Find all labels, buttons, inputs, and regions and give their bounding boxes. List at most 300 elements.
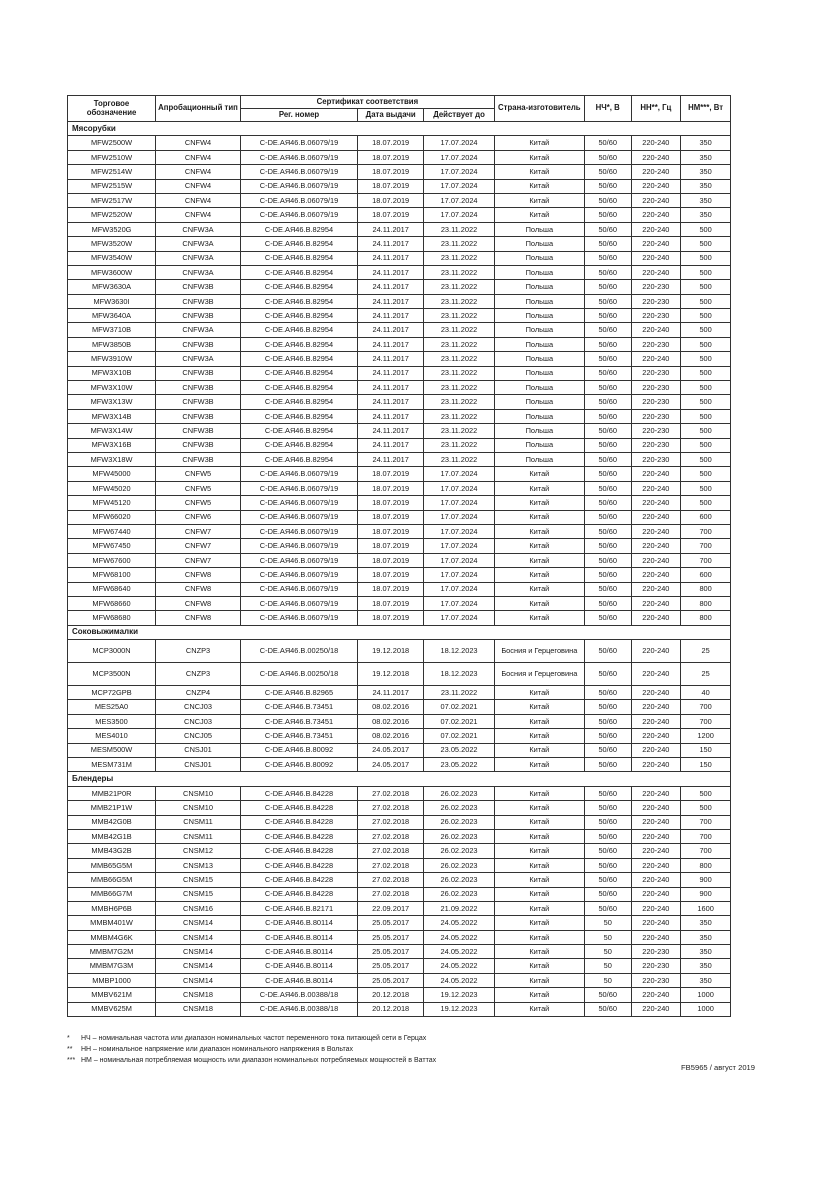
cell-reg-number: C-DE.АЯ46.В.06079/19	[240, 524, 357, 538]
cell-power: 600	[681, 568, 731, 582]
cell-valid-until: 26.02.2023	[424, 844, 494, 858]
section-title: Мясорубки	[68, 122, 731, 136]
cell-valid-until: 17.07.2024	[424, 568, 494, 582]
cell-trade-name: MFW3850B	[68, 337, 156, 351]
cell-issue-date: 27.02.2018	[358, 815, 424, 829]
cell-approval-type: CNFW3B	[156, 337, 241, 351]
cell-trade-name: MFW68660	[68, 596, 156, 610]
cell-reg-number: C-DE.АЯ46.В.82954	[240, 352, 357, 366]
cell-issue-date: 24.11.2017	[358, 280, 424, 294]
cell-country: Китай	[494, 596, 584, 610]
cell-valid-until: 17.07.2024	[424, 611, 494, 625]
cell-trade-name: MCP72GPB	[68, 686, 156, 700]
cell-reg-number: C-DE.АЯ46.В.73451	[240, 714, 357, 728]
table-row	[68, 395, 731, 409]
cell-voltage: 220-240	[631, 640, 681, 663]
cell-issue-date: 08.02.2016	[358, 714, 424, 728]
cell-trade-name: MFW3X14B	[68, 409, 156, 423]
cell-trade-name: MFW3520G	[68, 222, 156, 236]
cell-voltage: 220-240	[631, 873, 681, 887]
cell-country: Китай	[494, 686, 584, 700]
cell-reg-number: C-DE.АЯ46.В.80114	[240, 916, 357, 930]
cell-power: 350	[681, 179, 731, 193]
cell-approval-type: CNFW8	[156, 568, 241, 582]
cell-reg-number: C-DE.АЯ46.В.06079/19	[240, 208, 357, 222]
cell-freq: 50	[584, 930, 631, 944]
cell-issue-date: 24.11.2017	[358, 237, 424, 251]
table-row	[68, 237, 731, 251]
cell-power: 500	[681, 452, 731, 466]
cell-reg-number: C-DE.АЯ46.В.82954	[240, 237, 357, 251]
cell-freq: 50/60	[584, 729, 631, 743]
cell-reg-number: C-DE.АЯ46.В.82954	[240, 452, 357, 466]
cell-issue-date: 24.11.2017	[358, 686, 424, 700]
cell-power: 500	[681, 237, 731, 251]
cell-trade-name: MMB21P1W	[68, 801, 156, 815]
cell-approval-type: CNFW4	[156, 208, 241, 222]
cell-valid-until: 07.02.2021	[424, 714, 494, 728]
cell-freq: 50/60	[584, 481, 631, 495]
cell-country: Польша	[494, 222, 584, 236]
cell-valid-until: 07.02.2021	[424, 729, 494, 743]
cell-approval-type: CNFW7	[156, 539, 241, 553]
cell-freq: 50/60	[584, 309, 631, 323]
cell-voltage: 220-240	[631, 1002, 681, 1016]
table-row	[68, 714, 731, 728]
cell-trade-name: MMB21P0R	[68, 786, 156, 800]
cell-country: Китай	[494, 510, 584, 524]
table-row	[68, 873, 731, 887]
cell-approval-type: CNFW5	[156, 481, 241, 495]
cell-valid-until: 23.11.2022	[424, 409, 494, 423]
footnote	[67, 1033, 436, 1044]
cell-approval-type: CNSJ01	[156, 743, 241, 757]
cell-trade-name: MMBM401W	[68, 916, 156, 930]
table-row	[68, 381, 731, 395]
cell-voltage: 220-240	[631, 265, 681, 279]
cell-freq: 50/60	[584, 539, 631, 553]
cell-issue-date: 24.11.2017	[358, 222, 424, 236]
cell-country: Польша	[494, 452, 584, 466]
cell-power: 350	[681, 165, 731, 179]
cell-reg-number: C-DE.АЯ46.В.84228	[240, 786, 357, 800]
cell-voltage: 220-240	[631, 686, 681, 700]
cell-issue-date: 25.05.2017	[358, 973, 424, 987]
cell-power: 500	[681, 438, 731, 452]
cell-freq: 50/60	[584, 1002, 631, 1016]
table-row	[68, 323, 731, 337]
cell-trade-name: MMBP1000	[68, 973, 156, 987]
cell-freq: 50/60	[584, 640, 631, 663]
cell-trade-name: MFW3540W	[68, 251, 156, 265]
cell-power: 25	[681, 663, 731, 686]
cell-freq: 50/60	[584, 179, 631, 193]
cell-freq: 50/60	[584, 424, 631, 438]
cell-freq: 50/60	[584, 743, 631, 757]
cell-trade-name: MFW3630A	[68, 280, 156, 294]
table-row	[68, 524, 731, 538]
cell-country: Китай	[494, 179, 584, 193]
cell-country: Китай	[494, 714, 584, 728]
table-row	[68, 568, 731, 582]
cell-issue-date: 18.07.2019	[358, 568, 424, 582]
cell-country: Китай	[494, 973, 584, 987]
cell-country: Китай	[494, 700, 584, 714]
cell-trade-name: MMBM7G3M	[68, 959, 156, 973]
cell-country: Польша	[494, 265, 584, 279]
cell-country: Китай	[494, 611, 584, 625]
cell-power: 350	[681, 208, 731, 222]
cell-voltage: 220-240	[631, 136, 681, 150]
cell-power: 500	[681, 251, 731, 265]
cell-reg-number: C-DE.АЯ46.В.82954	[240, 309, 357, 323]
cell-voltage: 220-230	[631, 409, 681, 423]
cell-approval-type: CNFW3A	[156, 265, 241, 279]
cell-reg-number: C-DE.АЯ46.В.84228	[240, 801, 357, 815]
cell-valid-until: 17.07.2024	[424, 467, 494, 481]
cell-issue-date: 24.11.2017	[358, 309, 424, 323]
cell-country: Китай	[494, 165, 584, 179]
cell-trade-name: MES25A0	[68, 700, 156, 714]
cell-issue-date: 27.02.2018	[358, 829, 424, 843]
cell-trade-name: MESM731M	[68, 758, 156, 772]
cell-trade-name: MFW2514W	[68, 165, 156, 179]
cell-trade-name: MFW67440	[68, 524, 156, 538]
cell-issue-date: 18.07.2019	[358, 467, 424, 481]
cell-reg-number: C-DE.АЯ46.В.80114	[240, 930, 357, 944]
cell-issue-date: 18.07.2019	[358, 481, 424, 495]
cell-power: 500	[681, 786, 731, 800]
cell-power: 350	[681, 973, 731, 987]
cell-approval-type: CNSM14	[156, 916, 241, 930]
cell-trade-name: MFW3X13W	[68, 395, 156, 409]
cell-country: Китай	[494, 481, 584, 495]
cell-country: Китай	[494, 539, 584, 553]
cell-approval-type: CNFW3B	[156, 438, 241, 452]
cell-trade-name: MFW68640	[68, 582, 156, 596]
cell-valid-until: 17.07.2024	[424, 553, 494, 567]
cell-voltage: 220-240	[631, 222, 681, 236]
col-certificate: Сертификат соответствия	[240, 96, 494, 109]
cell-power: 500	[681, 294, 731, 308]
cell-reg-number: C-DE.АЯ46.В.82954	[240, 366, 357, 380]
cell-country: Китай	[494, 136, 584, 150]
cell-valid-until: 21.09.2022	[424, 901, 494, 915]
cell-country: Польша	[494, 309, 584, 323]
cell-approval-type: CNFW3B	[156, 409, 241, 423]
table-row	[68, 663, 731, 686]
cell-reg-number: C-DE.АЯ46.В.82954	[240, 337, 357, 351]
cell-freq: 50/60	[584, 686, 631, 700]
table-row	[68, 280, 731, 294]
cell-voltage: 220-230	[631, 424, 681, 438]
cell-approval-type: CNCJ03	[156, 714, 241, 728]
cell-freq: 50/60	[584, 337, 631, 351]
cell-issue-date: 18.07.2019	[358, 510, 424, 524]
cell-reg-number: C-DE.АЯ46.В.82965	[240, 686, 357, 700]
cell-reg-number: C-DE.АЯ46.В.06079/19	[240, 179, 357, 193]
cell-voltage: 220-240	[631, 596, 681, 610]
cell-power: 500	[681, 801, 731, 815]
table-row	[68, 510, 731, 524]
cell-issue-date: 27.02.2018	[358, 786, 424, 800]
table-row	[68, 844, 731, 858]
cell-trade-name: MMBV625M	[68, 1002, 156, 1016]
cell-voltage: 220-240	[631, 801, 681, 815]
col-freq: НЧ*, В	[584, 96, 631, 122]
footnote-mark: **	[67, 1046, 73, 1053]
cell-power: 700	[681, 714, 731, 728]
cell-reg-number: C-DE.АЯ46.В.84228	[240, 858, 357, 872]
table-row	[68, 179, 731, 193]
cell-reg-number: C-DE.АЯ46.В.06079/19	[240, 496, 357, 510]
table-row	[68, 945, 731, 959]
table-row	[68, 916, 731, 930]
cell-power: 500	[681, 496, 731, 510]
cell-approval-type: CNFW7	[156, 553, 241, 567]
cell-reg-number: C-DE.АЯ46.В.82954	[240, 294, 357, 308]
table-row	[68, 409, 731, 423]
cell-power: 500	[681, 280, 731, 294]
cell-issue-date: 19.12.2018	[358, 663, 424, 686]
cell-approval-type: CNFW8	[156, 611, 241, 625]
cell-issue-date: 24.11.2017	[358, 424, 424, 438]
cell-trade-name: MFW67450	[68, 539, 156, 553]
cell-power: 1200	[681, 729, 731, 743]
cell-freq: 50/60	[584, 988, 631, 1002]
cell-issue-date: 24.11.2017	[358, 337, 424, 351]
table-row	[68, 786, 731, 800]
cell-reg-number: C-DE.АЯ46.В.82954	[240, 251, 357, 265]
cell-reg-number: C-DE.АЯ46.В.84228	[240, 887, 357, 901]
cell-valid-until: 23.11.2022	[424, 323, 494, 337]
cell-freq: 50/60	[584, 438, 631, 452]
cell-valid-until: 17.07.2024	[424, 150, 494, 164]
cell-valid-until: 23.11.2022	[424, 366, 494, 380]
cell-reg-number: C-DE.АЯ46.В.06079/19	[240, 596, 357, 610]
cell-approval-type: CNSM14	[156, 945, 241, 959]
cell-power: 900	[681, 873, 731, 887]
cell-trade-name: MMB65G5M	[68, 858, 156, 872]
cell-trade-name: MFW3520W	[68, 237, 156, 251]
cell-country: Польша	[494, 438, 584, 452]
cell-issue-date: 27.02.2018	[358, 873, 424, 887]
cell-reg-number: C-DE.АЯ46.В.73451	[240, 700, 357, 714]
table-row	[68, 452, 731, 466]
cell-valid-until: 24.05.2022	[424, 973, 494, 987]
cell-valid-until: 19.12.2023	[424, 988, 494, 1002]
footnote-text: НЧ – номинальная частота или диапазон номинальных частот переменного тока питающей сети в Герцах	[81, 1035, 427, 1042]
table-row	[68, 150, 731, 164]
cell-freq: 50/60	[584, 553, 631, 567]
cell-voltage: 220-240	[631, 539, 681, 553]
section-title: Блендеры	[68, 772, 731, 786]
cell-power: 25	[681, 640, 731, 663]
cell-valid-until: 17.07.2024	[424, 496, 494, 510]
section-title: Соковыжималки	[68, 625, 731, 639]
cell-country: Китай	[494, 901, 584, 915]
cell-approval-type: CNFW4	[156, 179, 241, 193]
cell-country: Китай	[494, 801, 584, 815]
table-row	[68, 743, 731, 757]
cell-power: 1000	[681, 988, 731, 1002]
cell-issue-date: 08.02.2016	[358, 700, 424, 714]
table-row	[68, 858, 731, 872]
cell-voltage: 220-230	[631, 294, 681, 308]
cell-freq: 50/60	[584, 829, 631, 843]
cell-power: 150	[681, 758, 731, 772]
cell-approval-type: CNFW7	[156, 524, 241, 538]
cell-power: 500	[681, 467, 731, 481]
cell-approval-type: CNFW3A	[156, 352, 241, 366]
cell-voltage: 220-240	[631, 714, 681, 728]
cell-valid-until: 17.07.2024	[424, 193, 494, 207]
table-row	[68, 294, 731, 308]
cell-issue-date: 18.07.2019	[358, 611, 424, 625]
cell-valid-until: 17.07.2024	[424, 596, 494, 610]
cell-valid-until: 07.02.2021	[424, 700, 494, 714]
cell-freq: 50/60	[584, 395, 631, 409]
cell-reg-number: C-DE.АЯ46.В.06079/19	[240, 136, 357, 150]
cell-reg-number: C-DE.АЯ46.В.00388/18	[240, 1002, 357, 1016]
col-power: НМ***, Вт	[681, 96, 731, 122]
cell-reg-number: C-DE.АЯ46.В.06079/19	[240, 481, 357, 495]
cell-power: 600	[681, 510, 731, 524]
cell-reg-number: C-DE.АЯ46.В.06079/19	[240, 611, 357, 625]
cell-approval-type: CNFW3B	[156, 366, 241, 380]
cell-valid-until: 24.05.2022	[424, 930, 494, 944]
cell-freq: 50/60	[584, 237, 631, 251]
table-row	[68, 640, 731, 663]
cell-freq: 50/60	[584, 786, 631, 800]
cell-voltage: 220-240	[631, 179, 681, 193]
table-row	[68, 251, 731, 265]
table-row	[68, 686, 731, 700]
cell-trade-name: MFW3630I	[68, 294, 156, 308]
cell-trade-name: MMBM4G6K	[68, 930, 156, 944]
cell-approval-type: CNFW4	[156, 136, 241, 150]
cell-country: Китай	[494, 930, 584, 944]
cell-valid-until: 17.07.2024	[424, 582, 494, 596]
cell-reg-number: C-DE.АЯ46.В.80114	[240, 945, 357, 959]
cell-issue-date: 19.12.2018	[358, 640, 424, 663]
cell-power: 500	[681, 481, 731, 495]
cell-issue-date: 18.07.2019	[358, 150, 424, 164]
cell-approval-type: CNSM18	[156, 988, 241, 1002]
cell-approval-type: CNFW4	[156, 150, 241, 164]
table-row	[68, 553, 731, 567]
cell-freq: 50/60	[584, 150, 631, 164]
cell-freq: 50/60	[584, 887, 631, 901]
cell-freq: 50/60	[584, 611, 631, 625]
cell-valid-until: 23.11.2022	[424, 265, 494, 279]
cell-voltage: 220-240	[631, 165, 681, 179]
cell-freq: 50/60	[584, 496, 631, 510]
cell-voltage: 220-240	[631, 251, 681, 265]
cell-issue-date: 24.11.2017	[358, 251, 424, 265]
cell-voltage: 220-240	[631, 988, 681, 1002]
table-row	[68, 801, 731, 815]
footnote-text: НМ – номинальная потребляемая мощность или диапазон номинальных потребляемых мощностей в Ваттах	[81, 1057, 437, 1064]
cell-power: 350	[681, 916, 731, 930]
footnote	[67, 1055, 436, 1066]
cell-country: Китай	[494, 758, 584, 772]
cell-reg-number: C-DE.АЯ46.В.84228	[240, 844, 357, 858]
cell-voltage: 220-240	[631, 553, 681, 567]
table-row	[68, 424, 731, 438]
cell-issue-date: 18.07.2019	[358, 165, 424, 179]
cell-valid-until: 17.07.2024	[424, 481, 494, 495]
footnote	[67, 1044, 436, 1055]
section-header-row	[68, 122, 731, 136]
cell-freq: 50/60	[584, 265, 631, 279]
cell-freq: 50/60	[584, 582, 631, 596]
cell-issue-date: 18.07.2019	[358, 136, 424, 150]
cell-freq: 50/60	[584, 663, 631, 686]
cell-freq: 50/60	[584, 323, 631, 337]
cell-valid-until: 26.02.2023	[424, 829, 494, 843]
cell-freq: 50/60	[584, 280, 631, 294]
cell-freq: 50/60	[584, 467, 631, 481]
cell-country: Польша	[494, 294, 584, 308]
cell-freq: 50/60	[584, 815, 631, 829]
cell-issue-date: 18.07.2019	[358, 496, 424, 510]
cell-issue-date: 18.07.2019	[358, 582, 424, 596]
cell-freq: 50/60	[584, 700, 631, 714]
cell-trade-name: MES3500	[68, 714, 156, 728]
cell-reg-number: C-DE.АЯ46.В.06079/19	[240, 150, 357, 164]
cell-approval-type: CNZP3	[156, 663, 241, 686]
table-row	[68, 193, 731, 207]
footnote-text: НН – номинальное напряжение или диапазон номинального напряжения в Вольтах	[81, 1046, 353, 1053]
table-row	[68, 265, 731, 279]
cell-freq: 50/60	[584, 294, 631, 308]
cell-power: 700	[681, 829, 731, 843]
cell-trade-name: MMB66G5M	[68, 873, 156, 887]
cell-approval-type: CNFW8	[156, 596, 241, 610]
cell-approval-type: CNFW3A	[156, 251, 241, 265]
cell-approval-type: CNSM14	[156, 973, 241, 987]
cell-valid-until: 23.11.2022	[424, 280, 494, 294]
cell-freq: 50/60	[584, 193, 631, 207]
cell-voltage: 220-240	[631, 901, 681, 915]
cell-voltage: 220-240	[631, 930, 681, 944]
cell-valid-until: 26.02.2023	[424, 858, 494, 872]
cell-power: 500	[681, 222, 731, 236]
cell-power: 700	[681, 553, 731, 567]
cell-country: Босния и Герцеговина	[494, 640, 584, 663]
table-row	[68, 815, 731, 829]
cell-trade-name: MFW3910W	[68, 352, 156, 366]
cell-issue-date: 27.02.2018	[358, 844, 424, 858]
cell-valid-until: 23.05.2022	[424, 758, 494, 772]
cell-trade-name: MMBV621M	[68, 988, 156, 1002]
table-row	[68, 729, 731, 743]
table-row	[68, 596, 731, 610]
cell-issue-date: 24.11.2017	[358, 294, 424, 308]
cell-country: Китай	[494, 887, 584, 901]
cell-power: 500	[681, 265, 731, 279]
cell-freq: 50	[584, 945, 631, 959]
table-header	[68, 96, 731, 122]
table-row	[68, 829, 731, 843]
cell-reg-number: C-DE.АЯ46.В.82954	[240, 323, 357, 337]
cell-power: 1600	[681, 901, 731, 915]
cell-reg-number: C-DE.АЯ46.В.82954	[240, 381, 357, 395]
cell-trade-name: MFW3710B	[68, 323, 156, 337]
cell-approval-type: CNSM12	[156, 844, 241, 858]
cell-trade-name: MFW66020	[68, 510, 156, 524]
